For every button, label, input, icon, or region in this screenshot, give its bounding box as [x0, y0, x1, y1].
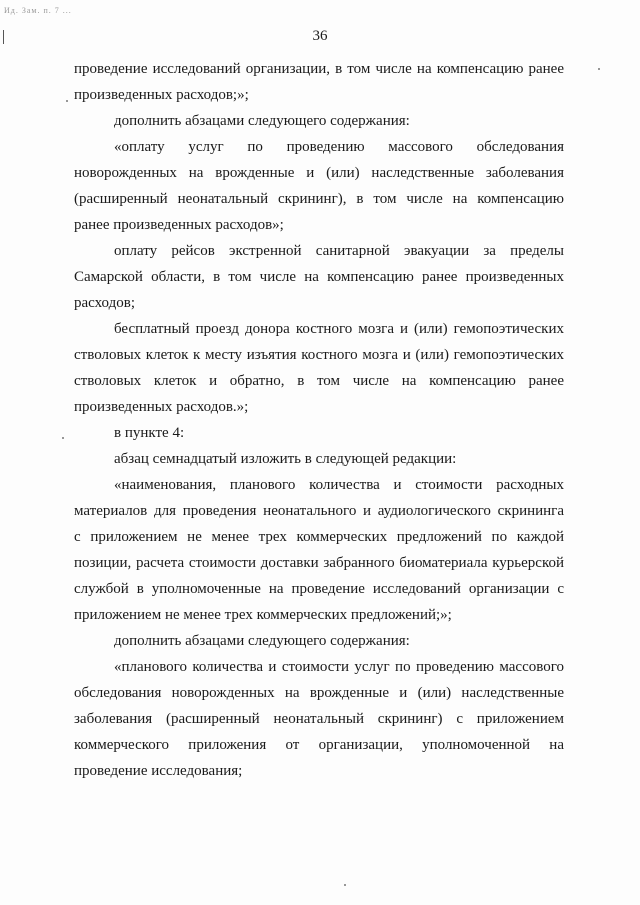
paragraph-line: проведение исследований организации, в том числе на компенсацию ранее: [74, 61, 564, 77]
paragraph-line: «наименования, планового количества и стоимости расходных: [114, 477, 564, 493]
paragraph-line: ранее произведенных расходов»;: [74, 217, 284, 233]
paragraph-line: материалов для проведения неонатального и аудиологического скрининга: [74, 503, 564, 519]
paragraph: [74, 316, 564, 420]
paragraph-line: стволовых клеток к месту изъятия костного мозга и (или) гемопоэтических: [74, 347, 564, 363]
paragraph-line: стволовых клеток и обратно, в том числе на компенсацию ранее: [74, 373, 564, 389]
paragraph-line: коммерческого приложения от организации, уполномоченной на: [74, 737, 564, 753]
paragraph-line: произведенных расходов;»;: [74, 87, 249, 103]
paragraph: [74, 654, 564, 784]
paragraph-line: «оплату услуг по проведению массового обследования: [114, 139, 564, 155]
scan-speck: [62, 437, 64, 439]
paragraph-line: «планового количества и стоимости услуг по проведению массового: [114, 659, 564, 675]
paragraph: [74, 446, 564, 472]
paragraph-line: абзац семнадцатый изложить в следующей редакции:: [114, 451, 457, 467]
paragraph-line: обследования новорожденных на врожденные и (или) наследственные: [74, 685, 564, 701]
paragraph-line: приложением не менее трех коммерческих предложений;»;: [74, 607, 452, 623]
paragraph-line: в пункте 4:: [114, 425, 185, 441]
page-number: 36: [312, 28, 328, 44]
document-body: [74, 56, 564, 784]
paragraph: [74, 134, 564, 238]
scan-speck: [598, 68, 600, 70]
scan-speck: [66, 100, 68, 102]
paragraph-line: Самарской области, в том числе на компенсацию ранее произведенных: [74, 269, 564, 285]
paragraph: [74, 472, 564, 628]
paragraph-line: службой в уполномоченные на проведение исследований организации с: [74, 581, 564, 597]
paragraph-line: позиции, расчета стоимости доставки забранного биоматериала курьерской: [74, 555, 564, 571]
paragraph: [74, 108, 564, 134]
paragraph-line: дополнить абзацами следующего содержания:: [114, 633, 410, 649]
paragraph-line: дополнить абзацами следующего содержания:: [114, 113, 410, 129]
paragraph-line: оплату рейсов экстренной санитарной эвакуации за пределы: [114, 243, 564, 259]
paragraph-line: произведенных расходов.»;: [74, 399, 249, 415]
scan-speck: [344, 884, 346, 886]
paragraph-line: бесплатный проезд донора костного мозга и (или) гемопоэтических: [114, 321, 564, 337]
paragraph-line: (расширенный неонатальный скрининг), в том числе на компенсацию: [74, 191, 564, 207]
paragraph-line: заболевания (расширенный неонатальный скрининг) с приложением: [74, 711, 564, 727]
paragraph-line: с приложением не менее трех коммерческих предложений по каждой: [74, 529, 564, 545]
paragraph: [74, 56, 564, 108]
paragraph-line: проведение исследования;: [74, 763, 243, 779]
paragraph: [74, 238, 564, 316]
scan-stamp: Ид. Зам. п. 7 ...: [4, 6, 72, 15]
paragraph: [74, 628, 564, 654]
paragraph-line: новорожденных на врожденные и (или) наследственные заболевания: [74, 165, 564, 181]
paragraph-line: расходов;: [74, 295, 135, 311]
paragraph: [74, 420, 564, 446]
